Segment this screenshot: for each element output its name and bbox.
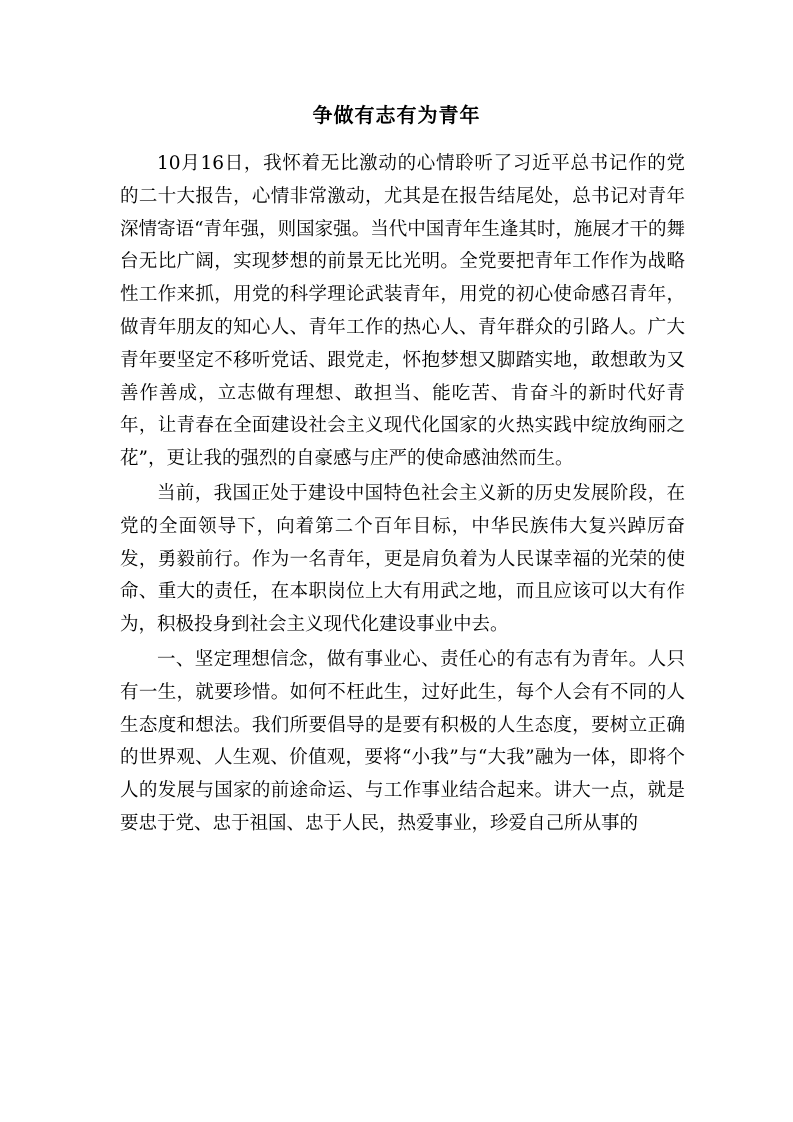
paragraph-2: 当前，我国正处于建设中国特色社会主义新的历史发展阶段，在党的全面领导下，向着第二个百年目标，中华民族伟大复兴踔厉奋发，勇毅前行。作为一名青年，更是肩负着为人民谋幸福的光荣的使命、重大的责任，在本职岗位上大有用武之地，而且应该可以大有作为，积极投身到社会主义现代化建设事业中去。: [120, 482, 685, 636]
document-title: 争做有志有为青年: [312, 103, 481, 127]
paragraph-1: 10月16日，我怀着无比激动的心情聆听了习近平总书记作的党的二十大报告，心情非常激动，尤其是在报告结尾处，总书记对青年深情寄语“青年强，则国家强。当代中国青年生逢其时，施展才干的舞台无比广阔，实现梦想的前景无比光明。全党要把青年工作作为战略性工作来抓，用党的科学理论武装青年，用党的初心使命感召青年，做青年朋友的知心人、青年工作的热心人、青年群众的引路人。广大青年要坚定不移听党话、跟党走，怀抱梦想又脚踏实地，敢想敢为又善作善成，立志做有理想、敢担当、能吃苦、肯奋斗的新时代好青年，让青春在全面建设社会主义现代化国家的火热实践中绽放绚丽之花”，更让我的强烈的自豪感与庄严的使命感油然而生。: [120, 153, 685, 470]
paragraph-3: 一、坚定理想信念，做有事业心、责任心的有志有为青年。人只有一生，就要珍惜。如何不枉此生，过好此生，每个人会有不同的人生态度和想法。我们所要倡导的是要有积极的人生态度，要树立正确的世界观、人生观、价值观，要将“小我”与“大我”融为一体，即将个人的发展与国家的前途命运、与工作事业结合起来。讲大一点，就是要忠于党、忠于祖国、忠于人民，热爱事业，珍爱自己所从事的: [120, 648, 685, 834]
document-body: [120, 148, 685, 843]
